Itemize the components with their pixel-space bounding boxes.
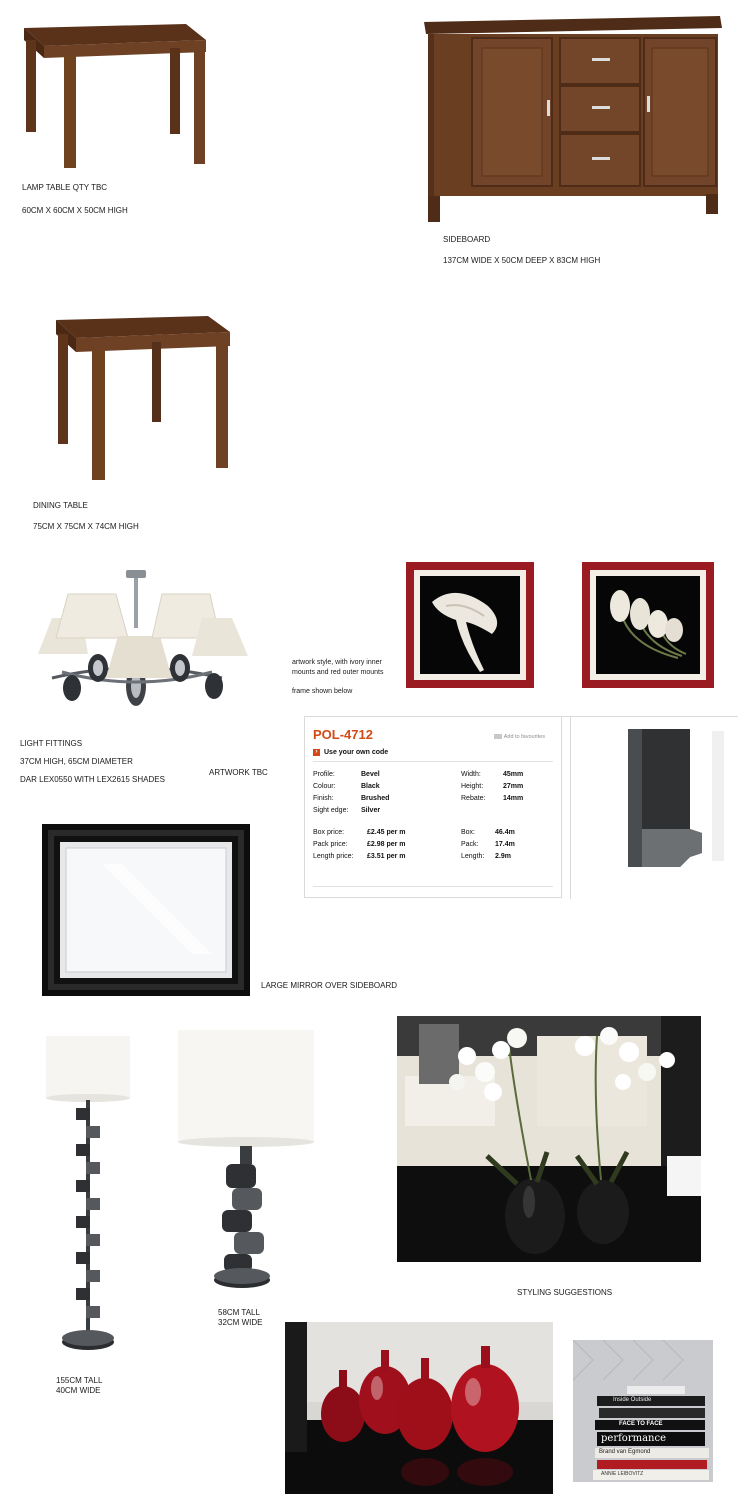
book-spine: Brand van Egmond: [599, 1449, 651, 1455]
styling-photo-orchids: [397, 1016, 701, 1262]
book-spine: performance: [601, 1433, 667, 1444]
sideboard-title: SIDEBOARD: [443, 235, 491, 244]
sideboard-size: 137CM WIDE X 50CM DEEP X 83CM HIGH: [443, 256, 601, 265]
lamp-table-title: LAMP TABLE QTY TBC: [22, 183, 108, 192]
lamp-table-size: 60CM X 60CM X 50CM HIGH: [22, 206, 128, 215]
mirror-image: [42, 824, 250, 996]
frame-product-code: POL-4712: [313, 727, 373, 742]
length-row: Length:: [461, 853, 485, 860]
table-lamp-height: 58CM TALL: [218, 1308, 260, 1317]
use-own-code-link[interactable]: [313, 749, 388, 756]
spec-row: Colour:: [313, 783, 336, 790]
spec-divider: [313, 886, 553, 887]
length-row: Pack:: [461, 841, 479, 848]
use-own-code-label: Use your own code: [324, 749, 389, 756]
floor-lamp-width: 40CM WIDE: [56, 1386, 101, 1395]
length-value: 46.4m: [495, 829, 515, 836]
length-row: Box:: [461, 829, 476, 836]
spec-value: Bevel: [361, 771, 380, 778]
artwork-tbc: ARTWORK TBC: [209, 768, 268, 777]
floor-lamp-height: 155CM TALL: [56, 1376, 103, 1385]
styling-caption: STYLING SUGGESTIONS: [517, 1288, 613, 1297]
spec-divider: [313, 761, 553, 762]
styling-photo-books: [573, 1340, 713, 1482]
price-row: Length price:: [313, 853, 354, 860]
floor-lamp-image: [42, 1034, 134, 1360]
arrow-right-icon: ›: [313, 749, 320, 756]
price-value: £2.45 per m: [367, 829, 406, 836]
length-value: 17.4m: [495, 841, 515, 848]
spec-row: Width:: [461, 771, 481, 778]
styling-photo-red-vases: [285, 1322, 553, 1494]
book-spine: Inside Outside: [613, 1397, 652, 1403]
table-lamp-image: [176, 1028, 316, 1290]
spec-row: Sight edge:: [313, 807, 349, 814]
artwork-tulips: [582, 562, 714, 688]
table-lamp-width: 32CM WIDE: [218, 1318, 263, 1327]
add-to-favourites-link[interactable]: [494, 734, 545, 740]
spec-row: Height:: [461, 783, 484, 790]
frame-note: frame shown below: [292, 688, 353, 695]
price-row: Pack price:: [313, 841, 348, 848]
dining-table-title: DINING TABLE: [33, 501, 88, 510]
length-value: 2.9m: [495, 853, 511, 860]
book-spine: FACE TO FACE: [619, 1421, 663, 1427]
lamp-table-image: [20, 18, 208, 170]
spec-value: 14mm: [503, 795, 524, 802]
mirror-caption: LARGE MIRROR OVER SIDEBOARD: [261, 981, 398, 990]
light-fittings-model: DAR LEX0550 WITH LEX2615 SHADES: [20, 775, 165, 784]
spec-value: Black: [361, 783, 380, 790]
add-to-favourites-label: Add to favourites: [503, 734, 545, 740]
frame-profile-panel: [562, 716, 738, 898]
chandelier-image: [32, 568, 254, 714]
sideboard-image: [420, 14, 724, 224]
spec-row: Rebate:: [461, 795, 486, 802]
artwork-note-line2: mounts and red outer mounts: [292, 669, 384, 676]
dining-table-size: 75CM X 75CM X 74CM HIGH: [33, 522, 139, 531]
favourites-icon: [494, 734, 502, 739]
spec-value: 27mm: [503, 783, 524, 790]
price-row: Box price:: [313, 829, 345, 836]
spec-value: Silver: [361, 807, 381, 814]
dining-table-image: [52, 312, 234, 482]
artwork-calla-lily: [406, 562, 534, 688]
price-value: £2.98 per m: [367, 841, 406, 848]
spec-row: Finish:: [313, 795, 334, 802]
frame-spec-panel: [304, 716, 562, 898]
spec-row: Profile:: [313, 771, 335, 778]
spec-value: 45mm: [503, 771, 524, 778]
book-spine: ANNIE LEIBOVITZ: [601, 1471, 644, 1477]
price-value: £3.51 per m: [367, 853, 406, 860]
light-fittings-size: 37CM HIGH, 65CM DIAMETER: [20, 757, 133, 766]
spec-value: Brushed: [361, 795, 390, 802]
light-fittings-title: LIGHT FITTINGS: [20, 739, 83, 748]
artwork-note-line1: artwork style, with ivory inner: [292, 659, 382, 666]
